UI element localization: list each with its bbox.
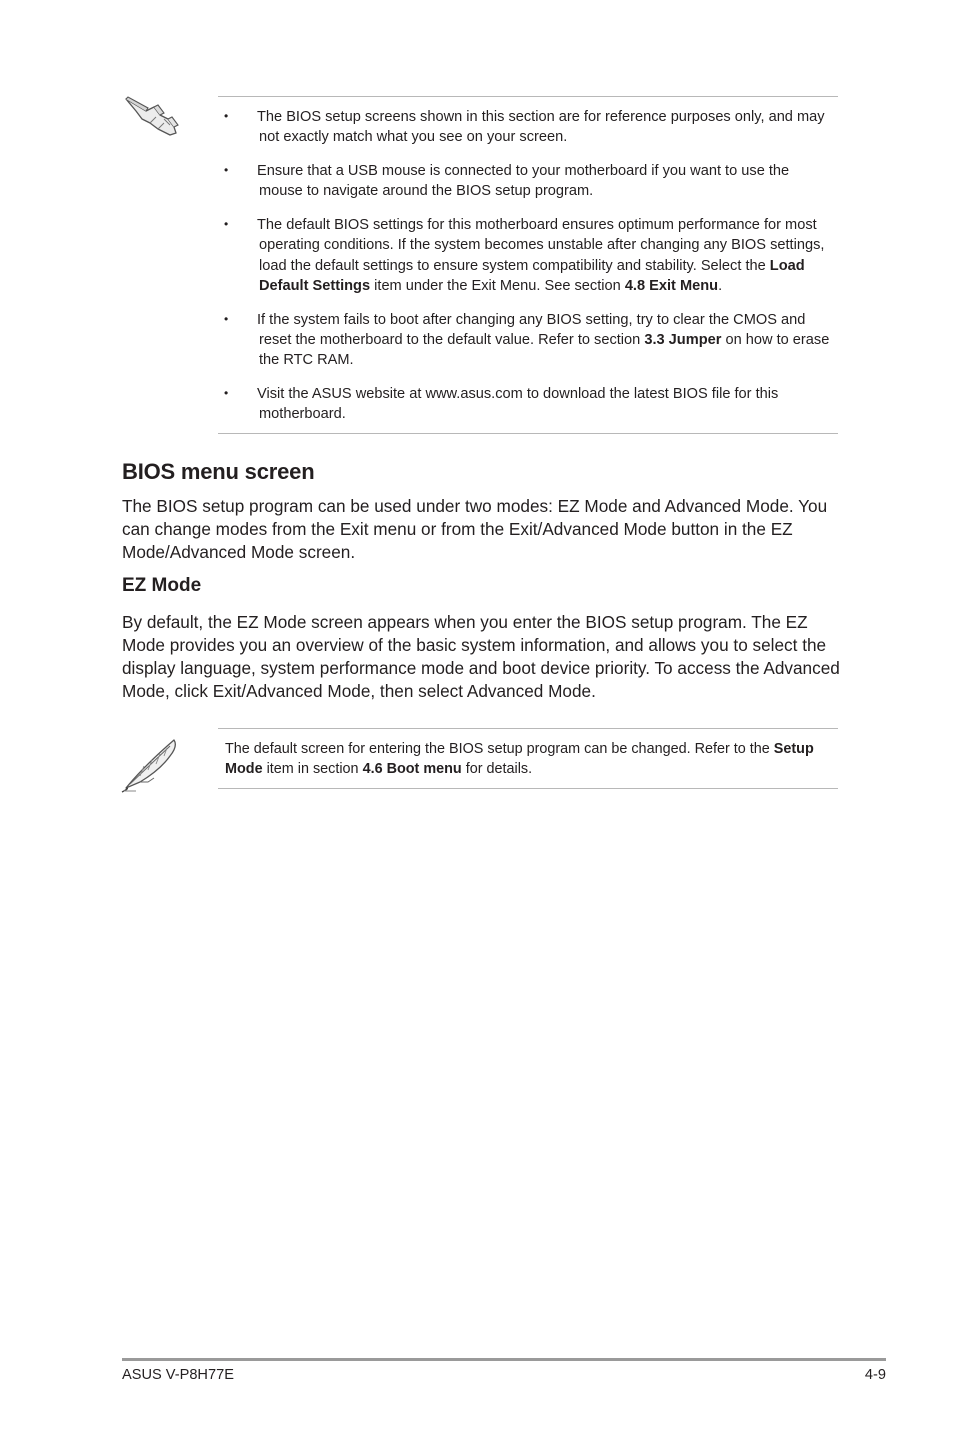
bullet: • (224, 162, 229, 177)
note-box-bottom (218, 728, 838, 789)
note-item-text: The BIOS setup screens shown in this section are for reference purposes only, and may not exactly match what you see on your screen. (257, 109, 825, 146)
bullet: • (224, 109, 229, 123)
bold-term: 4.8 Exit Menu (624, 277, 719, 294)
note-item (218, 215, 838, 296)
section-title: BIOS menu screen (122, 459, 315, 484)
subsection-title: EZ Mode (122, 575, 202, 596)
pointing-hand-icon (124, 93, 180, 137)
bullet: • (224, 311, 229, 326)
bullet: • (224, 216, 229, 231)
note-item (218, 384, 838, 425)
bullet: • (224, 385, 229, 400)
quill-pen-icon (120, 736, 182, 794)
note-text: The default screen for entering the BIOS setup program can be changed. Refer to the Setup Mode item in section 4.6 Boot menu for details. (225, 741, 814, 778)
note-item (218, 310, 838, 371)
note-item-text: If the system fails to boot after changing any BIOS setting, try to clear the CMOS and reset the motherboard to the default value. Refer to section 3.3 Jumper on how to erase the RTC RAM. (257, 311, 830, 369)
note-item-text: The default BIOS settings for this motherboard ensures optimum performance for most operating conditions. If the system becomes unstable after changing any BIOS settings, load the default settings to ensure system compatibility and stability. Select the Load Default Settings item under the Exit Menu. See section 4.8 Exit Menu. (257, 216, 825, 294)
note-item (218, 161, 838, 202)
bold-term: Load Default Settings (259, 257, 805, 294)
section-intro: The BIOS setup program can be used under two modes: EZ Mode and Advanced Mode. You can change modes from the Exit menu or from the Exit/Advanced Mode button in the EZ Mode/Advanced Mode screen. (122, 496, 828, 563)
bold-term: 3.3 Jumper (644, 331, 722, 348)
note-list (218, 97, 838, 424)
subsection-body: By default, the EZ Mode screen appears when you enter the BIOS setup program. The EZ Mode provides you an overview of the basic system information, and allows you to select the display language, system performance mode and boot device priority. To access the Advanced Mode, click Exit/Advanced Mode, then select Advanced Mode. (122, 612, 840, 702)
note-item-text: Ensure that a USB mouse is connected to your motherboard if you want to use the mouse to navigate around the BIOS setup program. (257, 162, 790, 200)
footer-model: ASUS V-P8H77E (122, 1367, 234, 1383)
bold-term: 4.6 Boot menu (362, 761, 462, 778)
footer-divider (122, 1358, 886, 1361)
note-item-text: Visit the ASUS website at www.asus.com to download the latest BIOS file for this motherboard. (257, 385, 779, 423)
bold-term: Setup Mode (225, 741, 814, 778)
page-number: 4-9 (864, 1367, 886, 1383)
note-item (218, 107, 838, 148)
note-box-top (218, 96, 838, 434)
